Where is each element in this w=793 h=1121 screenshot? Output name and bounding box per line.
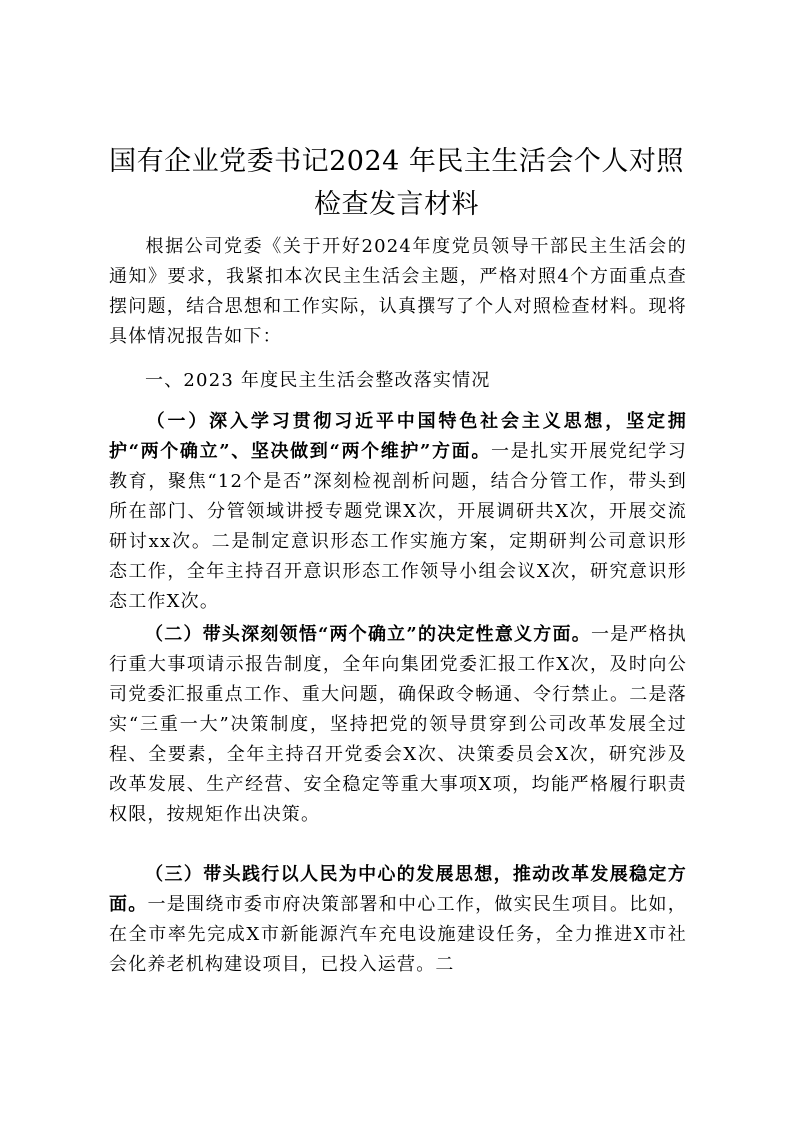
subsection-paragraph-1 (109, 407, 687, 617)
subsection-paragraph-3 (109, 860, 687, 980)
section-heading (109, 366, 687, 396)
subsection-text-2: 一是严格执行重大事项请示报告制度，全年向集团党委汇报工作X次，及时向公司党委汇报重点工作、重大问题，确保政令畅通、令行禁止。二是落实“三重一大”决策制度，坚持把党的领导贯穿到公司改革发展全过程、全要素，全年主持召开党委会X次、决策委员会X次，研究涉及改革发展、生产经营、安全稳定等重大事项X项，均能严格履行职责权限，按规矩作出决策。 (109, 624, 688, 825)
section-heading-text: 一、2023 年度民主生活会整改落实情况 (145, 370, 491, 391)
subsection-text-3: 一是围绕市委市府决策部署和中心工作，做实民生项目。比如，在全市率先完成X市新能源汽车充电设施建设任务，全力推进X市社会化养老机构建设项目，已投入运营。二 (109, 894, 687, 975)
document-title: 国有企业党委书记2024 年民主生活会个人对照检查发言材料 (109, 146, 684, 220)
intro-paragraph (109, 232, 687, 352)
subsection-text-1: 一是扎实开展党纪学习教育，聚焦“12个是否”深刻检视剖析问题，结合分管工作，带头到所在部门、分管领域讲授专题党课X次，开展调研共X次，开展交流研讨xx次。二是制定意识形态工作实施方案，定期研判公司意识形态工作，全年主持召开意识形态工作领导小组会议X次，研究意识形态工作X次。 (109, 441, 687, 612)
subsection-paragraph-2 (109, 620, 687, 830)
intro-text: 根据公司党委《关于开好2024年度党员领导干部民主生活会的通知》要求，我紧扣本次民主生活会主题，严格对照4个方面重点查摆问题，结合思想和工作实际，认真撰写了个人对照检查材料。现将具体情况报告如下： (109, 236, 687, 347)
subsection-heading-3: （三）带头践行以人民为中心的发展思想，推动改革发展稳定方面。 (109, 864, 687, 915)
subsection-heading-2: （二）带头深刻领悟“两个确立”的决定性意义方面。 (145, 624, 591, 645)
subsection-heading-1: （一）深入学习贯彻习近平中国特色社会主义思想，坚定拥护“两个确立”、坚决做到“两个维护”方面。 (109, 411, 687, 462)
